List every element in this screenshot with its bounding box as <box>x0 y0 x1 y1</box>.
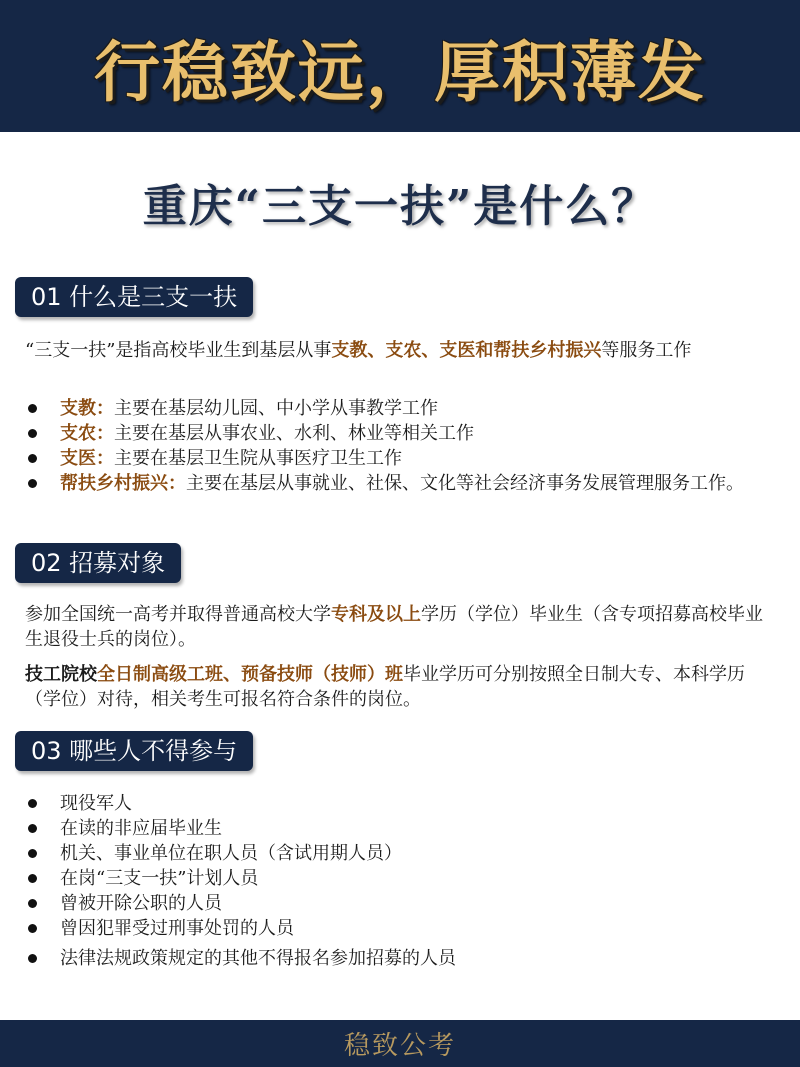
list-item <box>25 946 775 971</box>
bullet-icon <box>28 454 37 463</box>
bullet-icon <box>28 799 37 808</box>
section-heading-3: 03 哪些人不得参与 <box>15 731 253 771</box>
p1-highlight: 专科及以上 <box>331 604 421 625</box>
list-item <box>25 866 775 891</box>
list-item-text: 曾被开除公职的人员 <box>60 893 222 914</box>
footer-bar <box>0 1020 800 1067</box>
top-banner <box>0 0 800 132</box>
list-item-desc: 主要在基层从事就业、社保、文化等社会经济事务发展管理服务工作。 <box>186 473 744 494</box>
list-item-desc: 主要在基层幼儿园、中小学从事教学工作 <box>114 398 438 419</box>
section1-intro <box>25 338 775 363</box>
bullet-icon <box>28 849 37 858</box>
list-item-text: 在岗“三支一扶”计划人员 <box>60 868 259 889</box>
section1-list <box>25 396 775 496</box>
intro-text-post: 等服务工作 <box>601 340 692 361</box>
bullet-icon <box>28 404 37 413</box>
section2-paragraph-1 <box>25 602 775 652</box>
list-item-text: 现役军人 <box>60 793 132 814</box>
list-item <box>25 446 775 471</box>
list-item-text: 曾因犯罪受过刑事处罚的人员 <box>60 918 294 939</box>
bullet-icon <box>28 479 37 488</box>
list-item <box>25 891 775 916</box>
list-item <box>25 841 775 866</box>
list-item <box>25 916 775 941</box>
intro-text-pre: “三支一扶”是指高校毕业生到基层从事 <box>25 340 332 361</box>
bullet-icon <box>28 899 37 908</box>
bullet-icon <box>28 874 37 883</box>
list-item-term: 支教： <box>60 398 114 419</box>
bullet-icon <box>28 824 37 833</box>
bullet-icon <box>28 429 37 438</box>
list-item-desc: 主要在基层从事农业、水利、林业等相关工作 <box>114 423 474 444</box>
list-item <box>25 421 775 446</box>
section-heading-2: 02 招募对象 <box>15 543 181 583</box>
section2-paragraph-2 <box>25 662 775 712</box>
p2-bold: 技工院校 <box>25 664 97 685</box>
list-item <box>25 396 775 421</box>
p1-text-post: 学历（学位）毕业生（含专项招募高校毕业生退役士兵的岗位）。 <box>25 604 763 650</box>
list-item-term: 帮扶乡村振兴： <box>60 473 186 494</box>
list-item <box>25 816 775 841</box>
bullet-icon <box>28 924 37 933</box>
p1-text-pre: 参加全国统一高考并取得普通高校大学 <box>25 604 331 625</box>
list-item <box>25 471 775 496</box>
list-item-text: 机关、事业单位在职人员（含试用期人员） <box>60 843 402 864</box>
list-item-text: 在读的非应届毕业生 <box>60 818 222 839</box>
list-item-term: 支医： <box>60 448 114 469</box>
banner-slogan: 行稳致远，厚积薄发 <box>94 33 706 111</box>
section3-list <box>25 791 775 971</box>
page-title: 重庆“三支一扶”是什么？ <box>142 181 658 232</box>
list-item <box>25 791 775 816</box>
p2-text-post: 毕业学历可分别按照全日制大专、本科学历（学位）对待，相关考生可报名符合条件的岗位。 <box>25 664 745 710</box>
list-item-desc: 主要在基层卫生院从事医疗卫生工作 <box>114 448 402 469</box>
list-item-text: 法律法规政策规定的其他不得报名参加招募的人员 <box>60 948 456 969</box>
footer-brand: 稳致公考 <box>343 1031 456 1061</box>
list-item-term: 支农： <box>60 423 114 444</box>
bullet-icon <box>28 954 37 963</box>
p2-highlight: 全日制高级工班、预备技师（技师）班 <box>97 664 403 685</box>
intro-highlight: 支教、支农、支医和帮扶乡村振兴 <box>331 340 602 361</box>
section-heading-1: 01 什么是三支一扶 <box>15 277 253 317</box>
